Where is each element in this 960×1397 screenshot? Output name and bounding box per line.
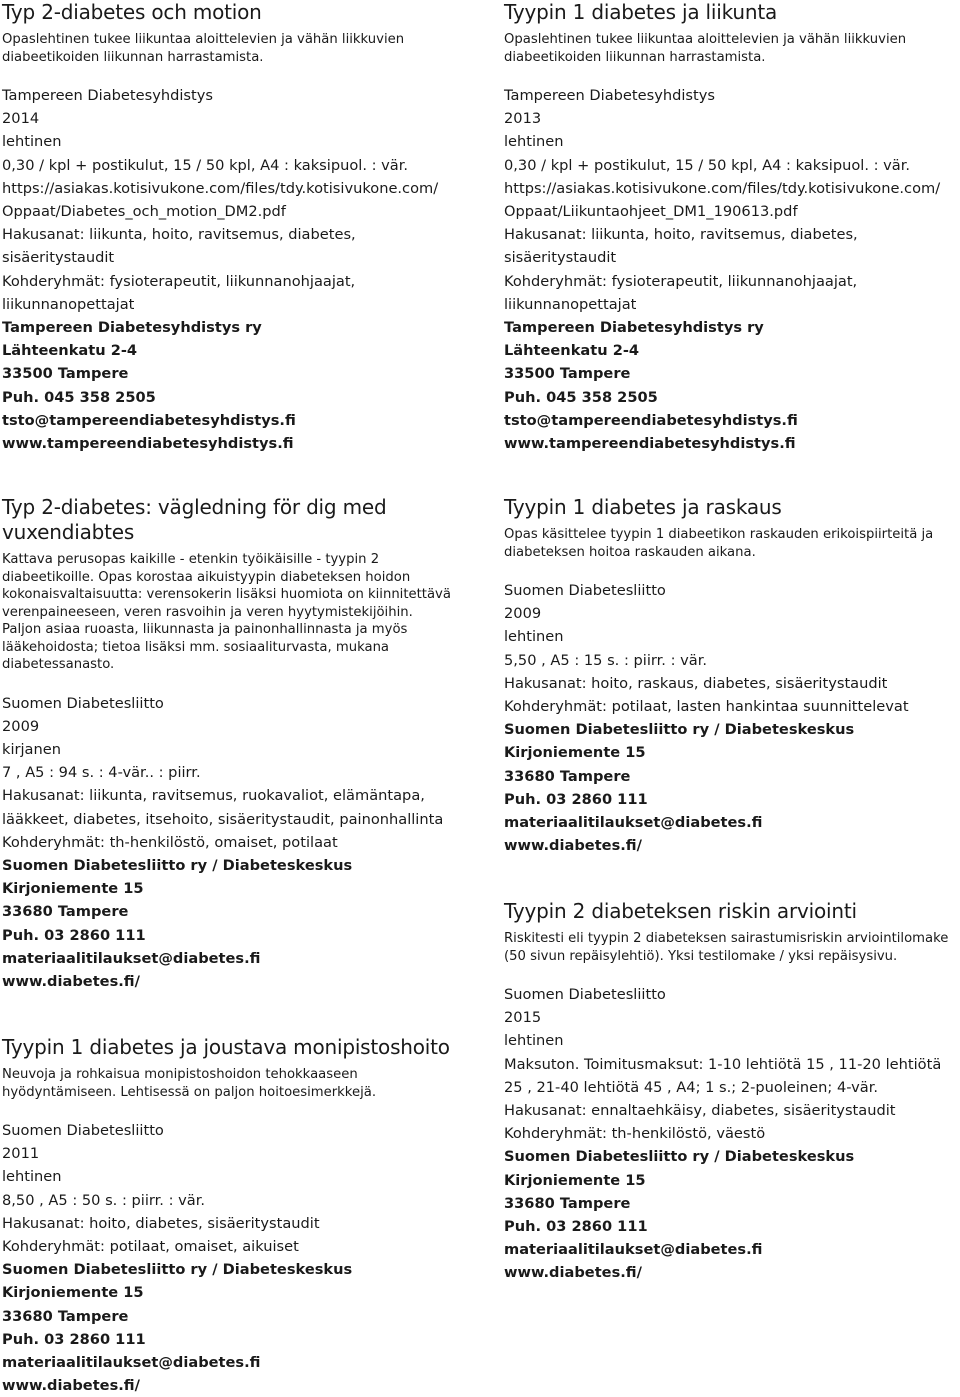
publication-price: 8,50 , A5 : 50 s. : piirr. : vär. (2, 1191, 206, 1209)
publisher: Tampereen Diabetesyhdistys (2, 87, 213, 104)
publication-title: Tyypin 1 diabetes ja liikunta (504, 0, 778, 24)
publication-format: kirjanen (2, 740, 61, 758)
publication-keywords: Hakusanat: ennaltaehkäisy, diabetes, sisäeritystaudit (504, 1102, 896, 1120)
contact-website[interactable]: www.tampereendiabetesyhdistys.fi (504, 435, 796, 453)
contact-organization: Tampereen Diabetesyhdistys ry (2, 319, 262, 337)
contact-phone: Puh. 03 2860 111 (504, 1218, 648, 1236)
contact-address: Kirjoniemente 15 (2, 1284, 144, 1302)
publication-keywords: Hakusanat: liikunta, hoito, ravitsemus, diabetes, sisäeritystaudit (504, 226, 858, 267)
publication-title: Typ 2-diabetes: vägledning för dig med vuxendiabtes (2, 495, 387, 544)
publication-keywords: Hakusanat: liikunta, ravitsemus, ruokavaliot, elämäntapa, lääkkeet, diabetes, itsehoito, sisäeritystaudit, painonhallinta (2, 787, 444, 828)
publication-entry (2, 1035, 454, 1397)
publication-year: 2015 (504, 1009, 542, 1027)
publication-price: Maksuton. Toimitusmaksut: 1-10 lehtiötä 15 , 11-20 lehtiötä 25 , 21-40 lehtiötä 45 , A4; 1 s.; 2-puoleinen; 4-vär. (504, 1055, 942, 1096)
contact-city: 33680 Tampere (504, 767, 631, 785)
contact-email[interactable]: materiaalitilaukset@diabetes.fi (504, 1241, 763, 1259)
publication-description: Kattava perusopas kaikille - etenkin työikäisille - tyypin 2 diabeetikoille. Opas korostaa aikuistyypin diabeteksen hoidon kokonaisvaltaisuutta: verensokerin lisäksi huomiota on kiinnitettävä verenpaineeseen, veren rasvoihin ja veren hyytymistekijöihin. Paljon asiaa ruoasta, liikunnasta ja painonhallinnasta ja myös lääkehoidosta; tietoa lisäksi mm. sosiaaliturvasta, mukana diabetessanasto. (2, 552, 451, 672)
contact-organization: Suomen Diabetesliitto ry / Diabeteskeskus (504, 721, 855, 739)
publication-keywords: Hakusanat: hoito, raskaus, diabetes, sisäeritystaudit (504, 674, 888, 692)
contact-organization: Suomen Diabetesliitto ry / Diabeteskeskus (2, 1261, 353, 1279)
publication-format: lehtinen (2, 1168, 62, 1186)
publication-year: 2014 (2, 110, 40, 128)
publication-price: 0,30 / kpl + postikulut, 15 / 50 kpl, A4 : kaksipuol. : vär. (2, 156, 409, 174)
contact-phone: Puh. 045 358 2505 (2, 388, 156, 406)
publication-entry (504, 899, 956, 1285)
contact-city: 33680 Tampere (504, 1194, 631, 1212)
publication-audience: Kohderyhmät: th-henkilöstö, väestö (504, 1125, 766, 1143)
contact-address: Kirjoniemente 15 (504, 1171, 646, 1189)
publisher: Suomen Diabetesliitto (504, 582, 666, 599)
publication-year: 2013 (504, 110, 542, 128)
contact-organization: Suomen Diabetesliitto ry / Diabeteskeskus (2, 856, 353, 874)
publication-url[interactable]: https://asiakas.kotisivukone.com/files/tdy.kotisivukone.com/ Oppaat/Diabetes_och_motion_DM2.pdf (2, 179, 439, 221)
contact-city: 33680 Tampere (2, 903, 129, 921)
contact-website[interactable]: www.diabetes.fi/ (504, 837, 642, 855)
publication-format: lehtinen (504, 1032, 564, 1050)
publication-description: Neuvoja ja rohkaisua monipistoshoidon tehokkaaseen hyödyntämiseen. Lehtisessä on paljon hoitoesimerkkejä. (2, 1067, 377, 1100)
contact-website[interactable]: www.diabetes.fi/ (2, 1377, 140, 1395)
contact-email[interactable]: materiaalitilaukset@diabetes.fi (504, 814, 763, 832)
contact-address: Kirjoniemente 15 (2, 880, 144, 898)
contact-organization: Tampereen Diabetesyhdistys ry (504, 319, 764, 337)
publication-price: 0,30 / kpl + postikulut, 15 / 50 kpl, A4 : kaksipuol. : vär. (504, 156, 911, 174)
contact-address: Kirjoniemente 15 (504, 744, 646, 762)
publication-audience: Kohderyhmät: fysioterapeutit, liikunnanohjaajat, liikunnanopettajat (504, 272, 858, 313)
publication-title: Typ 2-diabetes och motion (2, 0, 262, 24)
contact-email[interactable]: tsto@tampereendiabetesyhdistys.fi (2, 411, 296, 429)
contact-phone: Puh. 03 2860 111 (504, 790, 648, 808)
publication-keywords: Hakusanat: hoito, diabetes, sisäeritystaudit (2, 1214, 320, 1232)
publisher: Suomen Diabetesliitto (2, 694, 164, 712)
publication-format: lehtinen (2, 133, 62, 151)
publication-title: Tyypin 2 diabeteksen riskin arviointi (504, 899, 857, 923)
publication-description: Riskitesti eli tyypin 2 diabeteksen sairastumisriskin arviointilomake (50 sivun repäisylehtiö). Yksi testilomake / yksi repäisysivu. (504, 931, 949, 964)
publication-format: lehtinen (504, 133, 564, 151)
publication-audience: Kohderyhmät: potilaat, lasten hankintaa suunnittelevat (504, 698, 909, 716)
publication-url[interactable]: https://asiakas.kotisivukone.com/files/tdy.kotisivukone.com/ Oppaat/Liikuntaohjeet_DM1_190613.pdf (504, 179, 941, 221)
publication-year: 2011 (2, 1145, 40, 1163)
contact-email[interactable]: materiaalitilaukset@diabetes.fi (2, 1354, 261, 1372)
publisher: Tampereen Diabetesyhdistys (504, 87, 715, 104)
publication-title: Tyypin 1 diabetes ja joustava monipistoshoito (2, 1035, 450, 1059)
contact-email[interactable]: materiaalitilaukset@diabetes.fi (2, 949, 261, 967)
publication-entry (2, 495, 454, 993)
publication-year: 2009 (2, 717, 40, 735)
publisher: Suomen Diabetesliitto (2, 1122, 164, 1139)
publication-title: Tyypin 1 diabetes ja raskaus (504, 495, 782, 519)
contact-city: 33680 Tampere (2, 1307, 129, 1325)
contact-organization: Suomen Diabetesliitto ry / Diabeteskeskus (504, 1148, 855, 1166)
publication-entry (2, 0, 454, 455)
publication-entry (504, 0, 956, 455)
publication-year: 2009 (504, 605, 542, 623)
contact-phone: Puh. 045 358 2505 (504, 388, 658, 406)
contact-address: Lähteenkatu 2-4 (504, 342, 640, 360)
publication-audience: Kohderyhmät: potilaat, omaiset, aikuiset (2, 1238, 299, 1256)
publication-description: Opaslehtinen tukee liikuntaa aloittelevien ja vähän liikkuvien diabeetikoiden liikunnan harrastamista. (504, 32, 907, 65)
publication-audience: Kohderyhmät: fysioterapeutit, liikunnanohjaajat, liikunnanopettajat (2, 272, 356, 313)
publication-price: 7 , A5 : 94 s. : 4-vär.. : piirr. (2, 764, 201, 782)
publication-description: Opas käsittelee tyypin 1 diabeetikon raskauden erikoispiirteitä ja diabeteksen hoitoa raskauden aikana. (504, 527, 934, 560)
contact-phone: Puh. 03 2860 111 (2, 1330, 146, 1348)
contact-address: Lähteenkatu 2-4 (2, 342, 138, 360)
publication-keywords: Hakusanat: liikunta, hoito, ravitsemus, diabetes, sisäeritystaudit (2, 226, 356, 267)
contact-email[interactable]: tsto@tampereendiabetesyhdistys.fi (504, 411, 798, 429)
publication-entry (504, 495, 956, 857)
contact-website[interactable]: www.diabetes.fi/ (504, 1264, 642, 1282)
publication-audience: Kohderyhmät: th-henkilöstö, omaiset, potilaat (2, 833, 338, 851)
publication-description: Opaslehtinen tukee liikuntaa aloittelevien ja vähän liikkuvien diabeetikoiden liikunnan harrastamista. (2, 32, 405, 65)
publisher: Suomen Diabetesliitto (504, 986, 666, 1003)
publication-format: lehtinen (504, 628, 564, 646)
contact-city: 33500 Tampere (504, 365, 631, 383)
contact-phone: Puh. 03 2860 111 (2, 926, 146, 944)
contact-website[interactable]: www.diabetes.fi/ (2, 972, 140, 990)
contact-city: 33500 Tampere (2, 365, 129, 383)
publication-price: 5,50 , A5 : 15 s. : piirr. : vär. (504, 651, 708, 669)
contact-website[interactable]: www.tampereendiabetesyhdistys.fi (2, 435, 294, 453)
